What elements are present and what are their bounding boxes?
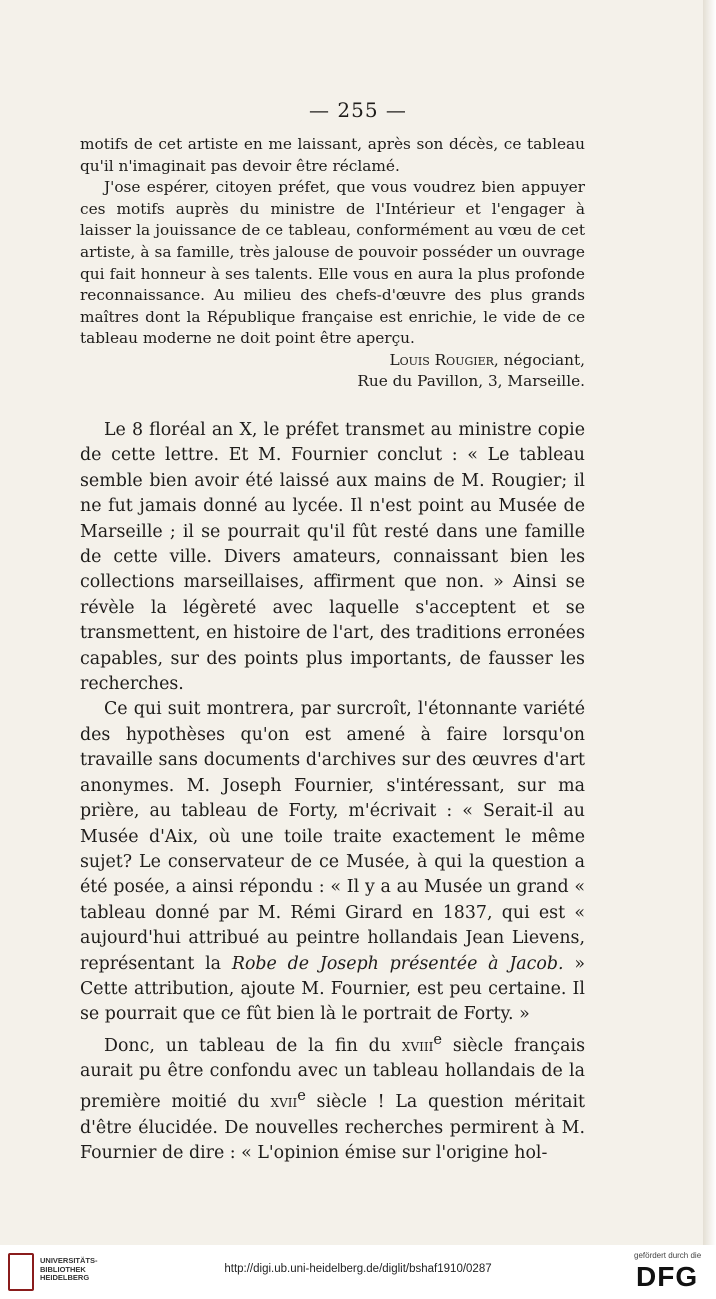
century-numeral: xvii: [270, 1092, 298, 1113]
library-name-line: UNIVERSITÄTS-: [40, 1256, 98, 1265]
library-name-line: HEIDELBERG: [40, 1273, 90, 1282]
page-edge: [703, 0, 716, 1245]
body-text: Ce qui suit montrera, par surcroît, l'étonnante variété des hypothèses qu'on est amené à faire lorsqu'on travaille sans documents d'archives sur des œuvres d'art anonymes. M. Joseph Fournier, s'intéressant, sur ma prière, au tableau de Forty, m'écrivait : « Serait-il au Musée d'Aix, où une toile traite exactement le même sujet? Le conservateur de ce Musée, à qui la question a été posée, a ainsi répondu : « Il y a au Musée un grand « tableau donné par M. Rémi Girard en 1837, qui est « aujourd'hui attribué au peintre hollandais Jean Lievens, représentant la: [80, 699, 585, 974]
dfg-logo: DFG: [636, 1261, 699, 1292]
letter-paragraph: J'ose espérer, citoyen préfet, que vous voudrez bien appuyer ces motifs auprès du ministre de l'Intérieur et l'engager à laisser la jouissance de ce tableau, conformément au vœu de cet artiste, à sa famille, très jalouse de pouvoir posséder un ouvrage qui fait honneur à ses talents. Elle vous en aura la plus profonde reconnaissance. Au milieu des chefs-d'œuvre des plus grands maîtres dont la République française est enrichie, le vide de ce tableau moderne ne doit point être aperçu.: [80, 178, 585, 348]
signature-name: Louis Rougier: [389, 351, 494, 369]
body-text: Donc, un tableau de la fin du: [104, 1035, 402, 1056]
library-name-line: BIBLIOTHEK: [40, 1264, 86, 1274]
century-numeral: xviii: [401, 1035, 434, 1056]
century-superscript: e: [433, 1031, 442, 1048]
body-paragraph: Le 8 floréal an X, le préfet transmet au ministre copie de cette lettre. Et M. Fournier conclut : « Le tableau semble bien avoir été laissé aux mains de M. Rougier; il ne fut jamais donné au lycée. Il n'est point au Musée de Marseille ; il se pourrait qu'il fût resté dans une famille de cette ville. Divers amateurs, connaissant bien les collections marseillaises, affirment que non. » Ainsi se révèle la légèreté avec laquelle s'acceptent et se transmettent, en histoire de l'art, des traditions erronées capables, sur des points plus importants, de fausser les recherches.: [80, 420, 585, 695]
permalink-text[interactable]: http://digi.ub.uni-heidelberg.de/diglit/bshaf1910/0287: [224, 1263, 492, 1275]
body-paragraph: [80, 697, 585, 1027]
digitization-footer: [0, 1245, 716, 1299]
quoted-letter: [80, 134, 585, 350]
century-superscript: e: [297, 1088, 306, 1105]
funding-label: gefördert durch die: [634, 1251, 702, 1260]
permalink-url[interactable]: [0, 1263, 716, 1275]
body-text: siècle français aurait pu être confondu avec un tableau hollandais de la première moitié du: [80, 1035, 585, 1113]
body-paragraph: [80, 1028, 585, 1167]
artwork-title: Robe de Joseph présentée à Jacob.: [231, 953, 564, 974]
letter-signature: [389, 350, 585, 372]
body-text: » Cette attribution, ajoute M. Fournier, est peu certaine. Il se pourrait que ce fût bien là le portrait de Forty. »: [80, 953, 586, 1025]
letter-paragraph: motifs de cet artiste en me laissant, après son décès, ce tableau qu'il n'imaginait pas devoir être réclamé.: [80, 135, 585, 175]
body-text: siècle ! La question méritait d'être élucidée. De nouvelles recherches permirent à M. Fournier de dire : « L'opinion émise sur l'origine hol-: [80, 1092, 585, 1163]
main-text: [80, 418, 585, 1166]
page-number: — 255 —: [309, 98, 407, 122]
signature-role: , négociant,: [493, 351, 585, 369]
letter-address: Rue du Pavillon, 3, Marseille.: [357, 372, 585, 390]
